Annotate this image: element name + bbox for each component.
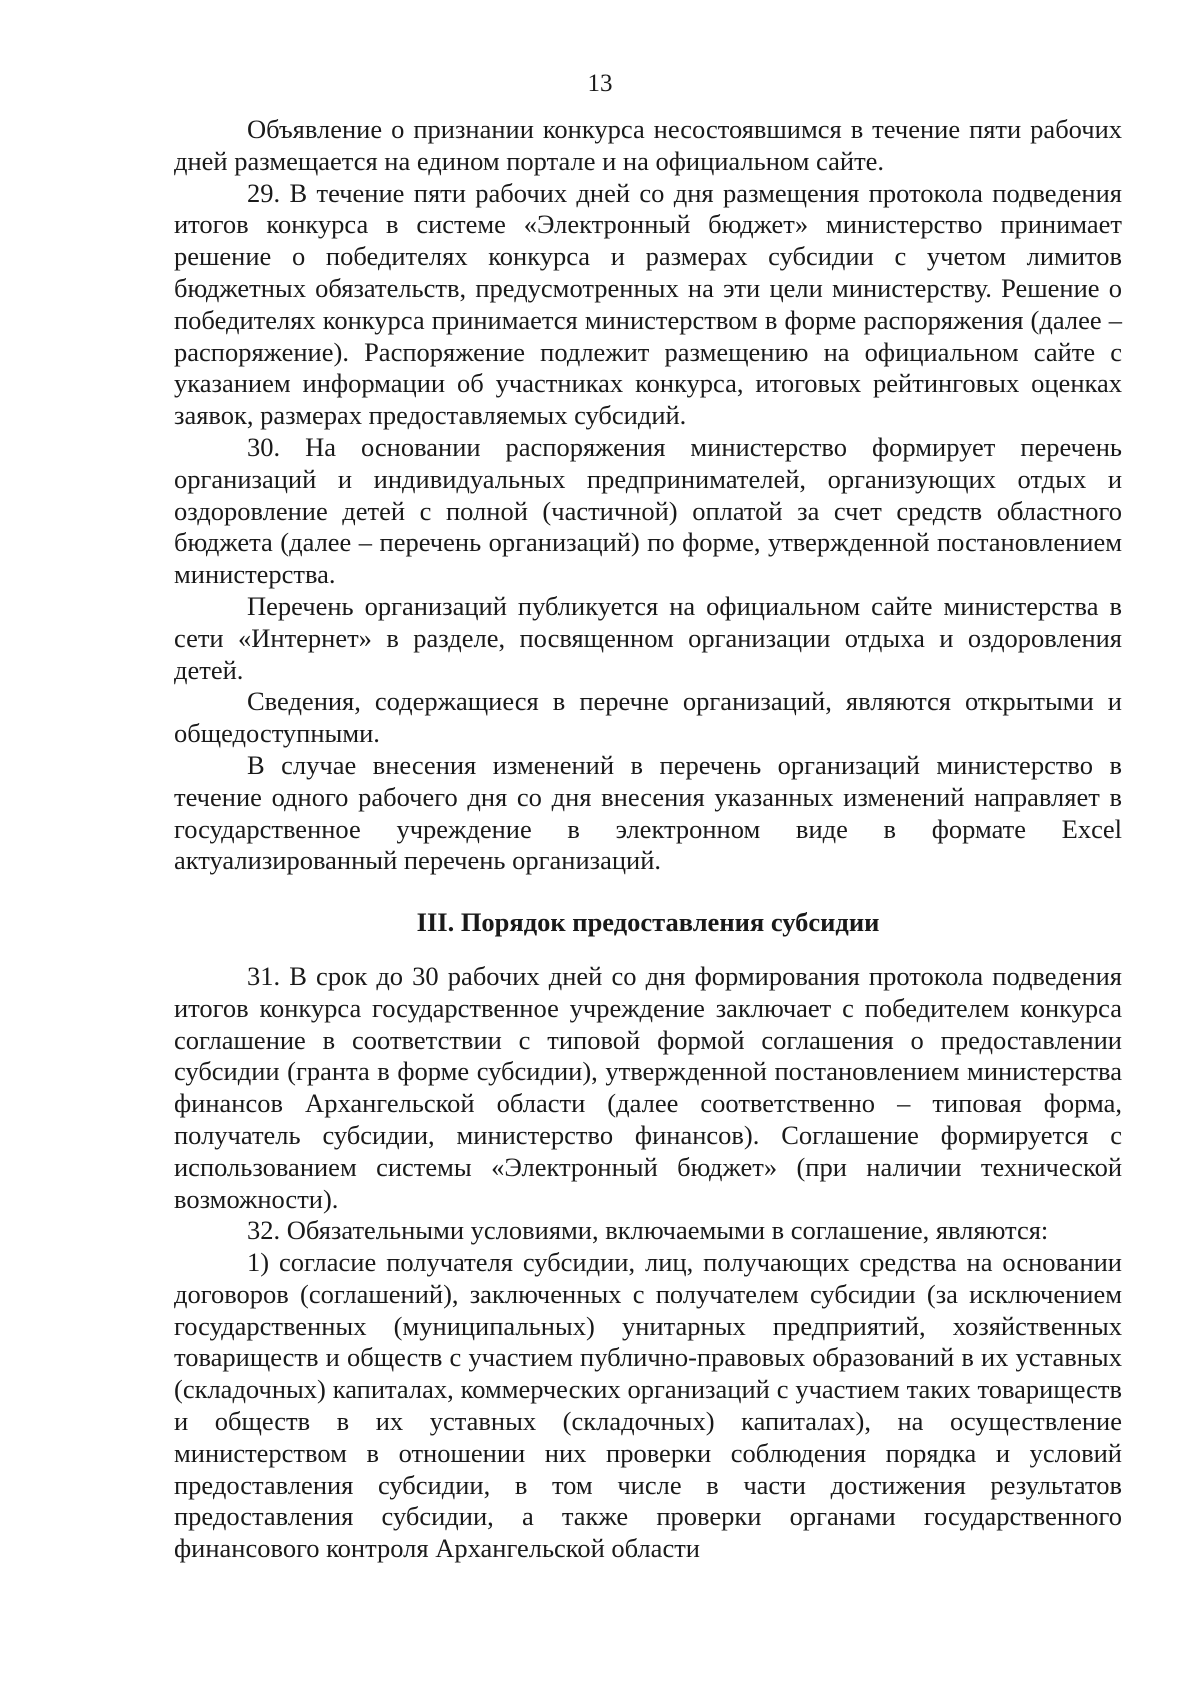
paragraph-announcement: Объявление о признании конкурса несостоявшимся в течение пяти рабочих дней размещается на едином портале и на официальном сайте. — [174, 114, 1122, 176]
document-body — [174, 114, 1122, 1565]
paragraph-32: 32. Обязательными условиями, включаемыми в соглашение, являются: — [247, 1215, 1049, 1246]
paragraph-list-publication: Перечень организаций публикуется на официальном сайте министерства в сети «Интернет» в разделе, посвященном организации отдыха и оздоровления детей. — [174, 590, 1122, 685]
paragraph-29: 29. В течение пяти рабочих дней со дня размещения протокола подведения итогов конкурса в системе «Электронный бюджет» министерство принимает решение о победителях конкурса и размерах субсидии с учетом лимитов бюджетных обязательств, предусмотренных на эти цели министерству. Решение о победителях конкурса принимается министерством в форме распоряжения (далее – распоряжение). Распоряжение подлежит размещению на официальном сайте с указанием информации об участниках конкурса, итоговых рейтинговых оценках заявок, размерах предоставляемых субсидий. — [174, 177, 1122, 431]
paragraph-32-item-1: 1) согласие получателя субсидии, лиц, получающих средства на основании договоров (соглашений), заключенных с получателем субсидии (за исключением государственных (муниципальных) унитарных предприятий, хозяйственных товариществ и обществ с участием публично-правовых образований в их уставных (складочных) капиталах, коммерческих организаций с участием таких товариществ и обществ в их уставных (складочных) капиталах), на осуществление министерством в отношении них проверки соблюдения порядка и условий предоставления субсидии, в том числе в части достижения результатов предоставления субсидии, а также проверки органами государственного финансового контроля Архангельской области — [174, 1247, 1122, 1564]
page-number: 13 — [587, 70, 613, 97]
paragraph-list-changes: В случае внесения изменений в перечень организаций министерство в течение одного рабочего дня со дня внесения указанных изменений направляет в государственное учреждение в электронном виде в формате Excel актуализированный перечень организаций. — [174, 749, 1122, 876]
paragraph-list-open: Сведения, содержащиеся в перечне организаций, являются открытыми и общедоступными. — [174, 686, 1122, 749]
section-heading: III. Порядок предоставления субсидии — [416, 907, 880, 938]
paragraph-30: 30. На основании распоряжения министерство формирует перечень организаций и индивидуальных предпринимателей, организующих отдых и оздоровление детей с полной (частичной) оплатой за счет средств областного бюджета (далее – перечень организаций) по форме, утвержденной постановлением министерства. — [174, 431, 1122, 590]
paragraph-31: 31. В срок до 30 рабочих дней со дня формирования протокола подведения итогов конкурса государственное учреждение заключает с победителем конкурса соглашение в соответствии с типовой формой соглашения о предоставлении субсидии (гранта в форме субсидии), утвержденной постановлением министерства финансов Архангельской области (далее соответственно – типовая форма, получатель субсидии, министерство финансов). Соглашение формируется с использованием системы «Электронный бюджет» (при наличии технической возможности). — [174, 960, 1122, 1214]
